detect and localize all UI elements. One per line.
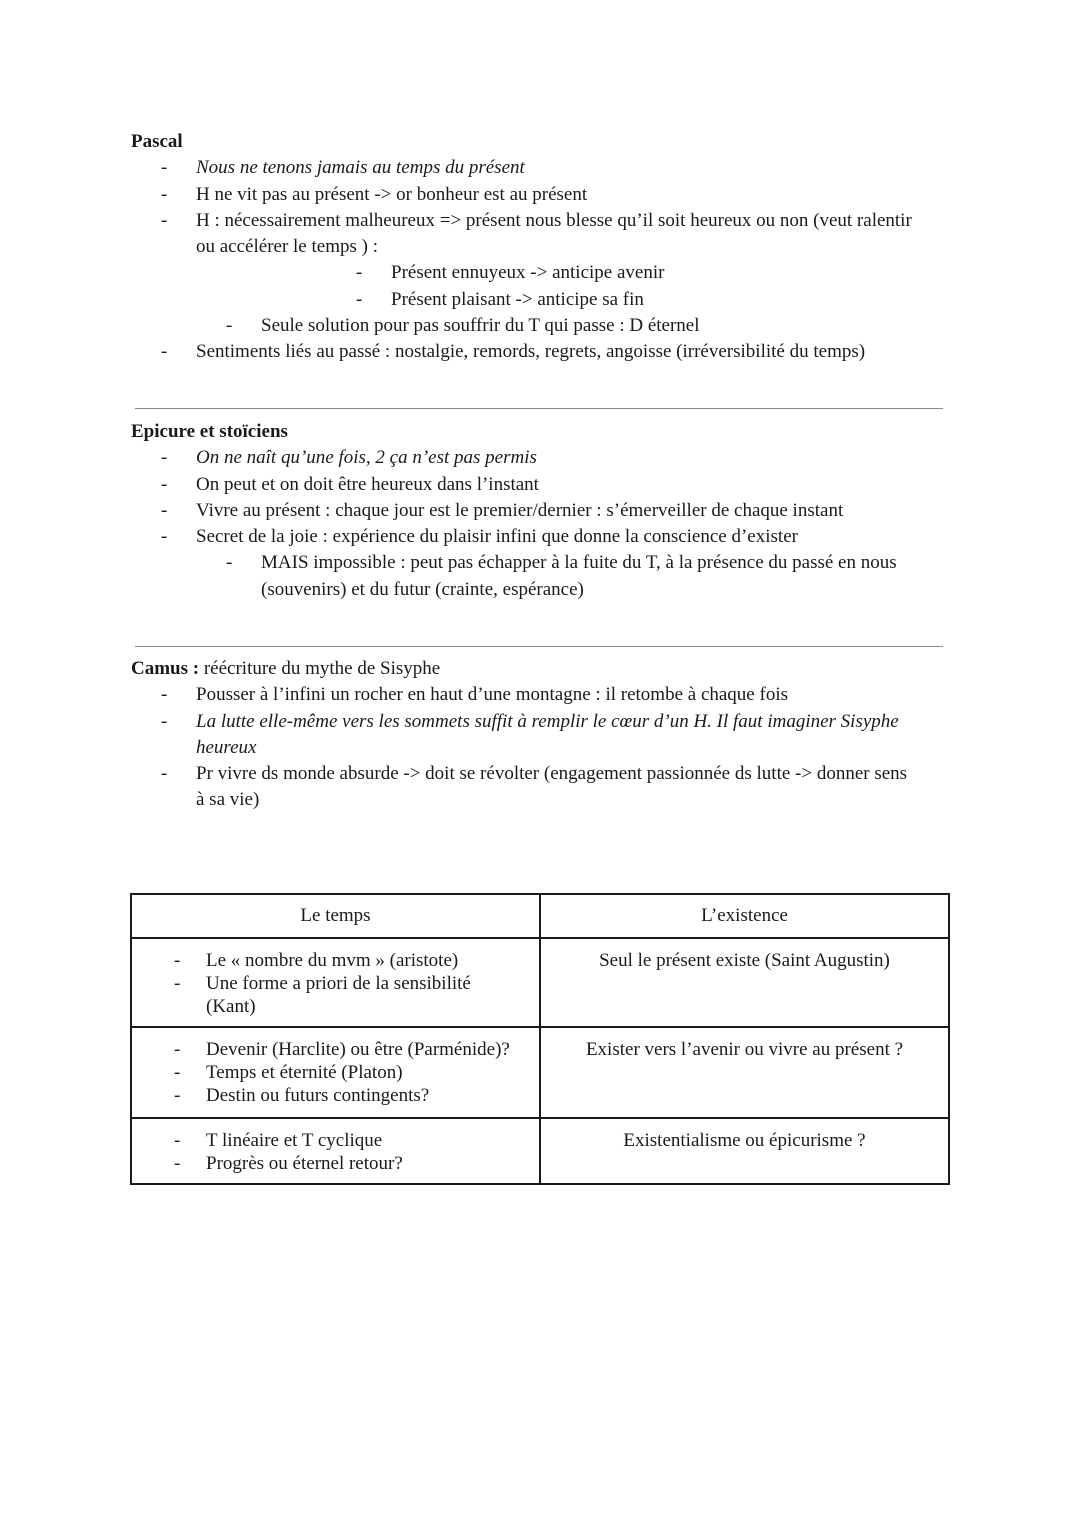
table-row (131, 1027, 949, 1118)
list-item: - Pousser à l’infini un rocher en haut d’une montagne : il retombe à chaque fois (131, 682, 951, 708)
bullet: - (161, 684, 168, 706)
list-item-continuation: (souvenirs) et du futur (crainte, espérance) (261, 578, 584, 600)
bullet: - (161, 499, 168, 521)
bullet: - (161, 447, 168, 469)
table-cell: Existentialisme ou épicurisme ? (540, 1118, 949, 1184)
list-item-continuation: à sa vie) (196, 789, 260, 811)
section-title: Epicure et stoïciens (131, 421, 288, 442)
table-row (131, 1118, 949, 1184)
list-item: - Pr vivre ds monde absurde -> doit se révolter (engagement passionnée ds lutte -> donner sens (131, 761, 951, 787)
comparison-table (130, 893, 950, 1185)
section-title: Camus : (131, 658, 200, 679)
list-item: - La lutte elle-même vers les sommets suffit à remplir le cœur d’un H. Il faut imaginer Sisyphe (131, 709, 951, 735)
list-item: - H ne vit pas au présent -> or bonheur est au présent (131, 182, 951, 208)
section-title: Pascal (131, 131, 183, 152)
section-pascal (131, 129, 951, 366)
bullet: - (356, 288, 363, 310)
list-item: - On peut et on doit être heureux dans l’instant (131, 472, 951, 498)
table-cell: Exister vers l’avenir ou vivre au présent ? (540, 1027, 949, 1118)
list-item: - Devenir (Harclite) ou être (Parménide)? (174, 1039, 510, 1060)
list-item: - Sentiments liés au passé : nostalgie, remords, regrets, angoisse (irréversibilité du temps) (131, 339, 951, 365)
list-item: - Présent plaisant -> anticipe sa fin (131, 287, 951, 313)
list-item: - T linéaire et T cyclique (174, 1130, 383, 1151)
list-item-continuation: heureux (196, 736, 257, 758)
list-item: - Secret de la joie : expérience du plaisir infini que donne la conscience d’exister (131, 524, 951, 550)
section-epicure (131, 419, 951, 603)
table-header-row (131, 894, 949, 938)
table-cell: Seul le présent existe (Saint Augustin) (540, 938, 949, 1027)
table-row (131, 938, 949, 1027)
list-item: - Le « nombre du mvm » (aristote) (174, 950, 459, 971)
list-item: - Vivre au présent : chaque jour est le premier/dernier : s’émerveiller de chaque instant (131, 498, 951, 524)
bullet: - (356, 262, 363, 284)
bullet: - (226, 315, 233, 337)
list-item: - MAIS impossible : peut pas échapper à la fuite du T, à la présence du passé en nous (131, 550, 951, 576)
bullet: - (226, 552, 233, 574)
bullet: - (161, 183, 168, 205)
table-cell (131, 938, 540, 1027)
table-cell (131, 1027, 540, 1118)
list-item: - Présent ennuyeux -> anticipe avenir (131, 260, 951, 286)
list-item-continuation: ou accélérer le temps ) : (196, 236, 378, 258)
bullet: - (161, 763, 168, 785)
list-item-continuation: (Kant) (206, 996, 256, 1017)
section-subtitle: réécriture du mythe de Sisyphe (199, 658, 441, 679)
bullet: - (161, 341, 168, 363)
bullet: - (161, 157, 168, 179)
divider (135, 408, 943, 409)
column-header: Le temps (131, 894, 540, 938)
section-heading (131, 656, 951, 682)
table-cell (131, 1118, 540, 1184)
section-camus (131, 656, 951, 814)
bullet: - (161, 209, 168, 231)
column-header: L’existence (540, 894, 949, 938)
divider (135, 646, 943, 647)
list-item: - Une forme a priori de la sensibilité (174, 973, 471, 994)
bullet: - (161, 710, 168, 732)
bullet: - (161, 526, 168, 548)
bullet: - (161, 473, 168, 495)
list-item: - Progrès ou éternel retour? (174, 1153, 403, 1174)
list-item: - On ne naît qu’une fois, 2 ça n’est pas permis (131, 445, 951, 471)
list-item: - Temps et éternité (Platon) (174, 1062, 403, 1083)
list-item: - Destin ou futurs contingents? (174, 1085, 430, 1106)
list-item: - H : nécessairement malheureux => présent nous blesse qu’il soit heureux ou non (veut ralentir (131, 208, 951, 234)
list-item: - Nous ne tenons jamais au temps du présent (131, 155, 951, 181)
list-item: - Seule solution pour pas souffrir du T qui passe : D éternel (131, 313, 951, 339)
